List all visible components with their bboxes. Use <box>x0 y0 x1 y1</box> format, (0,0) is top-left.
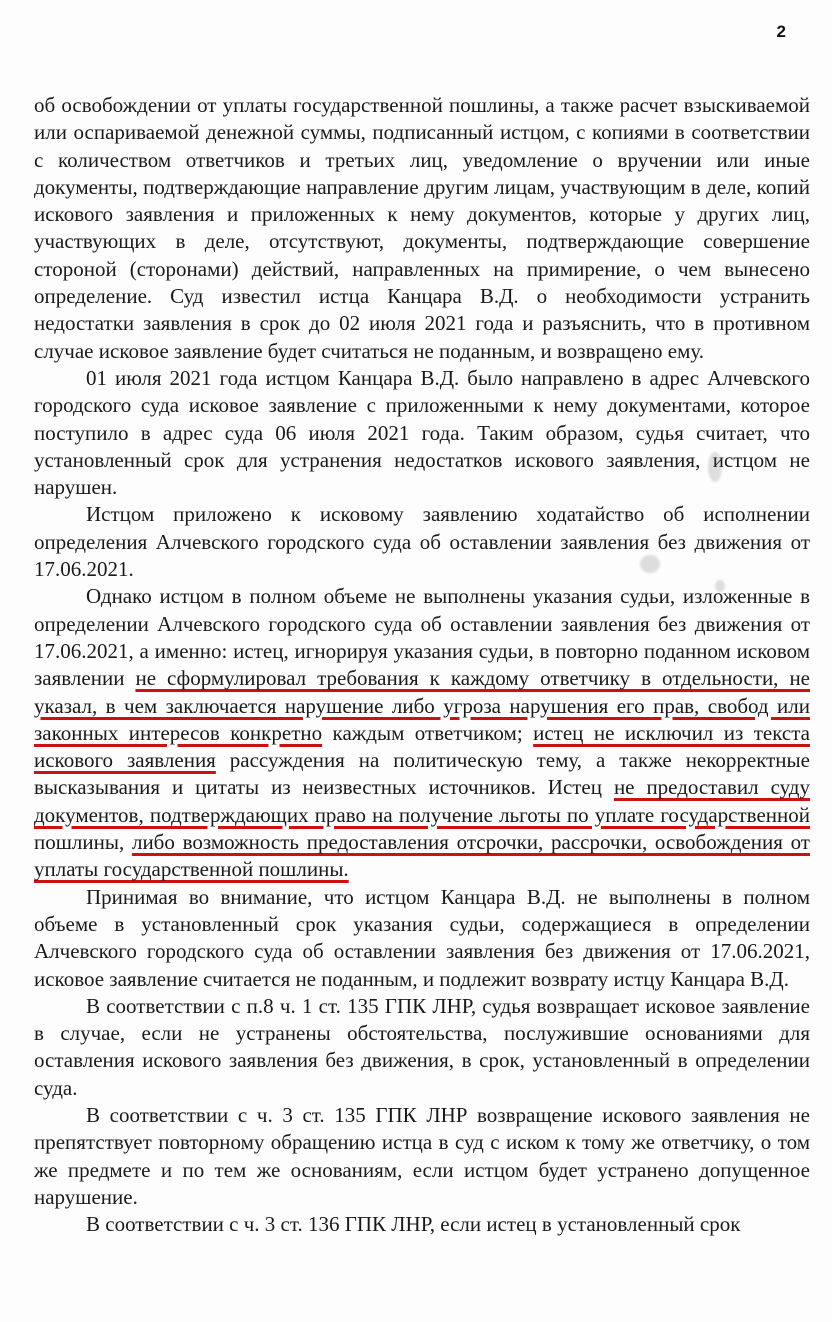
paragraph <box>34 993 810 1102</box>
paragraph-text: Истцом приложено к исковому заявлению ходатайство об исполнении определения Алчевского городского суда об оставлении заявления без движения от 17.06.2021. <box>34 502 810 582</box>
scan-smudge <box>715 580 725 592</box>
underlined-text: не предоставил суду документов, подтверждающих право на получение льготы по уплате государственной <box>34 775 810 827</box>
underlined-text: истец не исключил из текста искового заявления <box>34 720 810 773</box>
paragraph-text: В соответствии с ч. 3 ст. 136 ГПК ЛНР, если истец в установленный срок <box>86 1212 741 1237</box>
underlined-text: не сформулировал требования к каждому ответчику в отдельности, не указал, в чем заключается нарушение либо угроза нарушения его прав, свобод или законных интересов конкретно <box>34 666 810 745</box>
scan-smudge <box>708 452 722 482</box>
paragraph-text: рассуждения на политическую тему, а также некорректные высказывания и цитаты из неизвестных источников. Истец <box>34 748 810 800</box>
paragraph-text: пошлины, <box>34 830 132 855</box>
page-number: 2 <box>776 22 786 41</box>
paragraph <box>34 501 810 583</box>
underlined-text: либо возможность предоставления отсрочки, рассрочки, освобождения от уплаты государственной пошлины. <box>34 830 810 882</box>
document-body <box>34 92 810 1238</box>
paragraph-text: каждым ответчиком; <box>322 720 534 745</box>
paragraph <box>34 92 810 365</box>
paragraph-text: об освобождении от уплаты государственной пошлины, а также расчет взыскиваемой или оспариваемой денежной суммы, подписанный истцом, с копиями в соответствии с количеством ответчиков и третьих лиц, уведомление о вручении или иные документы, подтверждающие направление другим лицам, участвующим в деле, копий искового заявления и приложенных к нему документов, которые у других лиц, участвующих в деле, отсутствуют, документы, подтверждающие совершение стороной (сторонами) действий, направленных на примирение, о чем вынесено определение. Суд известил истца Канцара В.Д. о необходимости устранить недостатки заявления в срок до 02 июля 2021 года и разъяснить, что в противном случае исковое заявление будет считаться не поданным, и возвращено ему. <box>34 93 810 363</box>
paragraph-text: 01 июля 2021 года истцом Канцара В.Д. было направлено в адрес Алчевского городского суда исковое заявление с приложенными к нему документами, которое поступило в адрес суда 06 июля 2021 года. Таким образом, судья считает, что установленный срок для устранения недостатков искового заявления, истцом не нарушен. <box>34 365 810 500</box>
paragraph <box>34 583 810 883</box>
scan-smudge <box>640 555 660 573</box>
paragraph-text: Однако истцом в полном объеме не выполнены указания судьи, изложенные в определении Алчевского городского суда об оставлении заявления без движения от 17.06.2021, а именно: истец, игнорируя указания судьи, в повторно поданном исковом заявлении <box>34 584 810 691</box>
paragraph-text: Принимая во внимание, что истцом Канцара В.Д. не выполнены в полном объеме в установленный срок указания судьи, содержащиеся в определении Алчевского городского суда об оставлении заявления без движения от 17.06.2021, исковое заявление считается не поданным, и подлежит возврату истцу Канцара В.Д. <box>34 884 810 991</box>
paragraph <box>34 1102 810 1211</box>
paragraph <box>34 365 810 501</box>
paragraph-text: В соответствии с п.8 ч. 1 ст. 135 ГПК ЛНР, судья возвращает исковое заявление в случае, если не устранены обстоятельства, послужившие основаниями для оставления искового заявления без движения, в срок, установленный в определении суда. <box>34 993 810 1100</box>
paragraph <box>34 884 810 993</box>
paragraph <box>34 1211 810 1238</box>
paragraph-text: В соответствии с ч. 3 ст. 135 ГПК ЛНР возвращение искового заявления не препятствует повторному обращению истца в суд с иском к тому же ответчику, о том же предмете и по тем же основаниям, если истцом будет устранено допущенное нарушение. <box>34 1102 810 1209</box>
